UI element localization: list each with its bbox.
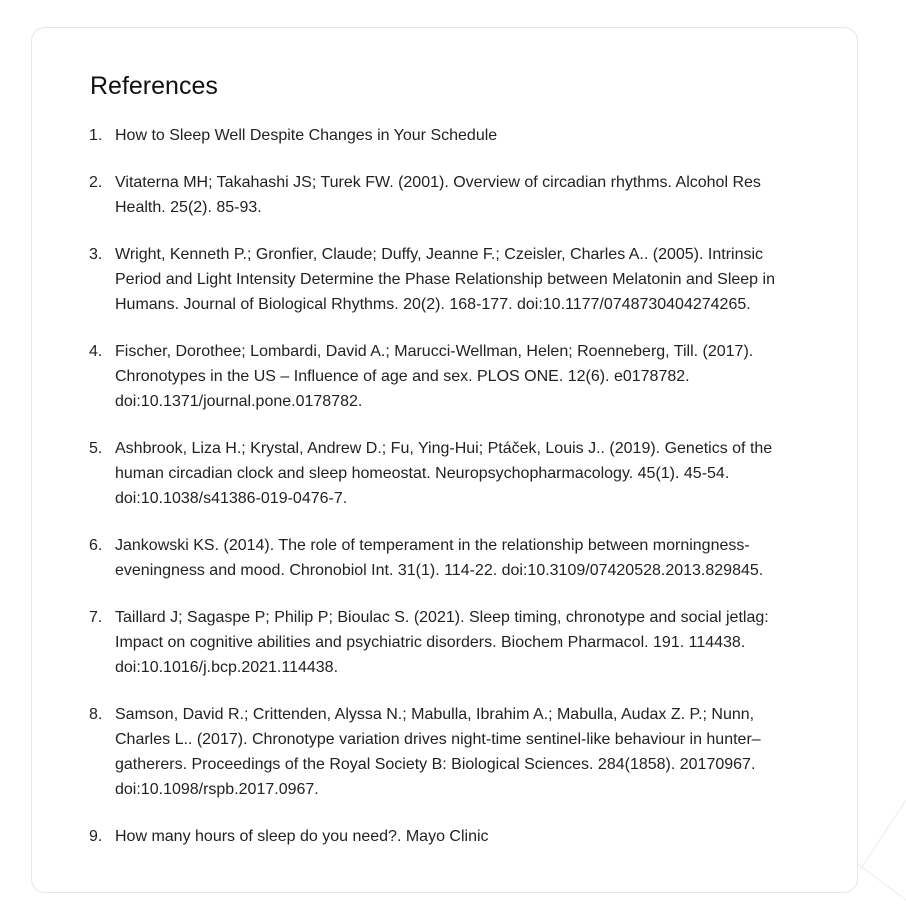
reference-text: Vitaterna MH; Takahashi JS; Turek FW. (2001). Overview of circadian rhythms. Alcohol Res Health. 25(2). 85-93. bbox=[115, 174, 761, 216]
reference-number: 6. bbox=[89, 537, 103, 554]
reference-number: 9. bbox=[89, 828, 103, 845]
reference-text[interactable]: How many hours of sleep do you need?. Mayo Clinic bbox=[115, 828, 489, 845]
reference-number: 8. bbox=[89, 706, 103, 723]
reference-text: Ashbrook, Liza H.; Krystal, Andrew D.; Fu, Ying-Hui; Ptáček, Louis J.. (2019). Genetics of the human circadian clock and sleep homeostat. Neuropsychopharmacology. 45(1). 45-54. doi:10.1038/s41386-019-0476-7. bbox=[115, 440, 773, 507]
reference-text: Taillard J; Sagaspe P; Philip P; Bioulac S. (2021). Sleep timing, chronotype and social jetlag: Impact on cognitive abilities and psychiatric disorders. Biochem Pharmacol. 191. 114438. doi:10.1016/j.bcp.2021.114438. bbox=[115, 609, 769, 676]
reference-number: 2. bbox=[89, 174, 103, 191]
reference-item bbox=[89, 533, 809, 583]
references-card bbox=[31, 27, 858, 893]
reference-item[interactable] bbox=[89, 123, 809, 148]
reference-number: 1. bbox=[89, 127, 103, 144]
reference-item bbox=[89, 170, 809, 220]
reference-item bbox=[89, 702, 809, 802]
reference-item bbox=[89, 339, 809, 414]
reference-text: Wright, Kenneth P.; Gronfier, Claude; Duffy, Jeanne F.; Czeisler, Charles A.. (2005). Intrinsic Period and Light Intensity Determine the Phase Relationship between Melatonin and Sleep in Humans. Journal of Biological Rhythms. 20(2). 168-177. doi:10.1177/0748730404274265. bbox=[115, 246, 775, 313]
reference-list bbox=[89, 123, 809, 871]
reference-text[interactable]: How to Sleep Well Despite Changes in Your Schedule bbox=[115, 127, 498, 144]
reference-item bbox=[89, 242, 809, 317]
reference-item[interactable] bbox=[89, 824, 809, 849]
reference-item bbox=[89, 436, 809, 511]
reference-number: 4. bbox=[89, 343, 103, 360]
reference-text: Fischer, Dorothee; Lombardi, David A.; Marucci-Wellman, Helen; Roenneberg, Till. (2017). Chronotypes in the US – Influence of age and sex. PLOS ONE. 12(6). e0178782. doi:10.1371/journal.pone.0178782. bbox=[115, 343, 754, 410]
reference-text: Jankowski KS. (2014). The role of temperament in the relationship between morningness-eveningness and mood. Chronobiol Int. 31(1). 114-22. doi:10.3109/07420528.2013.829845. bbox=[115, 537, 764, 579]
reference-item bbox=[89, 605, 809, 680]
reference-number: 7. bbox=[89, 609, 103, 626]
references-title: References bbox=[90, 72, 218, 100]
reference-text: Samson, David R.; Crittenden, Alyssa N.; Mabulla, Ibrahim A.; Mabulla, Audax Z. P.; Nunn, Charles L.. (2017). Chronotype variation drives night-time sentinel-like behaviour in hunter–gatherers. Proceedings of the Royal Society B: Biological Sciences. 284(1858). 20170967. doi:10.1098/rspb.2017.0967. bbox=[115, 706, 761, 798]
reference-number: 3. bbox=[89, 246, 103, 263]
reference-number: 5. bbox=[89, 440, 103, 457]
